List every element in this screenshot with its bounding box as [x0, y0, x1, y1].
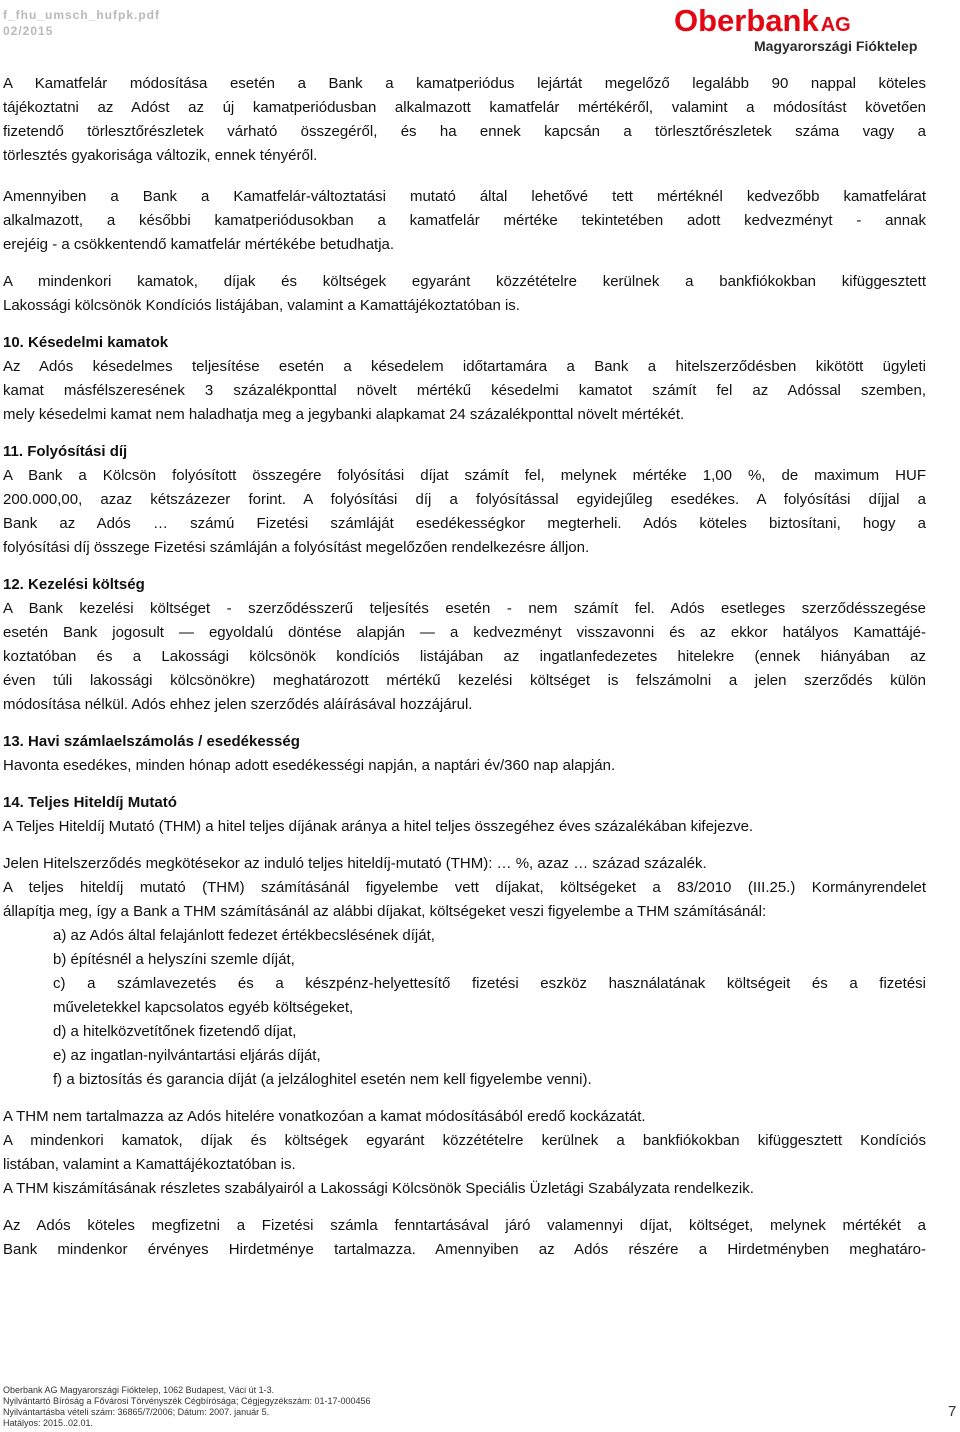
list-item: c) a számlavezetés és a készpénz-helyettesítő fizetési eszköz használatának költségeit és a fizetési — [53, 975, 926, 992]
list-item: e) az ingatlan-nyilvántartási eljárás díját, — [53, 1047, 321, 1064]
section-title: 12. Kezelési költség — [3, 576, 145, 593]
document-body — [3, 72, 926, 1262]
section-title: 10. Késedelmi kamatok — [3, 334, 169, 351]
thm-value-line: Jelen Hitelszerződés megkötésekor az induló teljes hiteldíj-mutató (THM): … %, azaz … század százalék. — [3, 855, 707, 872]
section-title: 13. Havi számlaelszámolás / esedékesség — [3, 733, 300, 750]
section-10: 10. Késedelmi kamatok Az Adós késedelmes teljesítése esetén a késedelem időtartamára a Bank a hitelszerződésben kikötött ügyleti kamat másfélszeresének 3 százalékponttal növelt mértékű késedelmi kamatot számít fel az Adóssal szemben, mely késedelmi kamat nem haladhatja meg a jegybanki alapkamat 24 százalékponttal növelt mértékét. — [3, 331, 926, 427]
page-footer: Oberbank AG Magyarországi Fióktelep, 1062 Budapest, Váci út 1-3. Nyilvántartó Bíróság a Fővárosi Törvényszék Cégbírósága; Cégjegyzékszám: 01-17-000456 Nyilvántartásba vételi szám: 36865/7/2006; Dátum: 2007. január 5. Hatályos: 2015..02.01. — [3, 1385, 371, 1428]
section-title: 14. Teljes Hiteldíj Mutató — [3, 794, 177, 811]
kedvezmeny-paragraph: Amennyiben a Bank a Kamatfelár-változtatási mutató által lehetővé tett mértéknél kedvezőbb kamatfelárat alkalmazott, a későbbi kamatperiódusokban a kamatfelár mértéke tekintetében adott kedvezményt - annak erejéig - a csökkentendő kamatfelár mértékébe betudhatja. — [3, 188, 926, 253]
document-header-meta — [3, 8, 160, 38]
list-item: f) a biztosítás és garancia díját (a jelzáloghitel esetén nem kell figyelembe venni). — [53, 1071, 592, 1088]
thm-cost-list — [3, 924, 926, 1092]
section-13: 13. Havi számlaelszámolás / esedékesség Havonta esedékes, minden hónap adott esedékességi napján, a naptári év/360 nap alapján. — [3, 730, 926, 778]
logo-wordmark: Oberbank AG — [674, 3, 851, 38]
section-11: 11. Folyósítási díj A Bank a Kölcsön folyósított összegére folyósítási díjat számít fel, melynek mértéke 1,00 %, de maximum HUF 200.000,00, azaz kétszázezer forint. A folyósítási díj a folyósítással egyidejűleg esedékes. A folyósítási díjjal a Bank az Adós … számú Fizetési számláját esedékességkor megterheli. Adós köteles biztosítani, hogy a folyósítási díj összege Fizetési számláján a folyósítást megelőzően rendelkezésre álljon. — [3, 440, 926, 560]
document-date: 02/2015 — [3, 24, 54, 38]
kozzetetel-paragraph: A mindenkori kamatok, díjak és költségek egyaránt közzétételre kerülnek a bankfiókokban kifüggesztett Lakossági kölcsönök Kondíciós listájában, valamint a Kamattájékoztatóban is. — [3, 273, 926, 314]
page-number: 7 — [948, 1403, 957, 1420]
list-item: a) az Adós által felajánlott fedezet értékbecslésének díját, — [53, 927, 435, 944]
oberbank-logo — [674, 2, 944, 58]
section-title: 11. Folyósítási díj — [3, 443, 128, 460]
list-item: d) a hitelközvetítőnek fizetendő díjat, — [53, 1023, 297, 1040]
section-14: 14. Teljes Hiteldíj Mutató A Teljes Hiteldíj Mutató (THM) a hitel teljes díjának aránya a hitel teljes összegéhez éves százalékában kifejezve. Jelen Hitelszerződés megkötésekor az induló teljes hiteldíj-mutató (THM): … %, azaz … század százalék. A teljes hiteldíj mutató (THM) számításánál figyelembe vett díjakat, költségeket a 83/2010 (III.25.) Kormányrendelet állapítja meg, így a Bank a THM számításánál az alábbi díjakat, költségeket veszi figyelembe a THM számításánál: a) az Adós által felajánlott fedezet értékbecslésének díját, b) építésnél a helyszíni szemle díját, c) a számlavezetés és a készpénz-helyettesítő fizetési eszköz használatának költségeit és a fizetési műveletekkel kapcsolatos egyéb költségeket, d) a hitelközvetítőnek fizetendő díjat, e) az ingatlan-nyilvántartási eljárás díját, f) a biztosítás és garancia díját (a jelzáloghitel esetén nem kell figyelembe venni). A THM nem tartalmazza az Adós hitelére vonatkozóan a kamat módosításából eredő kockázatát. A mindenkori kamatok, díjak és költségek egyaránt közzétételre kerülnek a bankfiókokban kifüggesztett Kondíciós listában, valamint a Kamattájékoztatóban is. A THM kiszámításának részletes szabályairól a Lakossági Kölcsönök Speciális Üzletági Szabályzata rendelkezik. — [3, 791, 926, 1201]
closing-paragraph: Az Adós köteles megfizetni a Fizetési számla fenntartásával járó valamennyi díjat, költséget, melynek mértékét a Bank mindenkor érvényes Hirdetménye tartalmazza. Amennyiben az Adós részére a Hirdetményben meghatáro- — [3, 1217, 926, 1258]
intro-paragraph: A Kamatfelár módosítása esetén a Bank a kamatperiódus lejártát megelőző legalább 90 nappal köteles tájékoztatni az Adóst az új kamatperiódusban alkalmazott kamatfelár mértékéről, valamint a módosítást követően fizetendő törlesztőrészletek várható összegéről, és ha ennek kapcsán a törlesztőrészletek száma vagy a törlesztés gyakorisága változik, ennek tényéről. — [3, 75, 926, 164]
list-item: műveletekkel kapcsolatos egyéb költségeket, — [53, 999, 354, 1016]
list-item: b) építésnél a helyszíni szemle díját, — [53, 951, 295, 968]
logo-subtitle: Magyarországi Fióktelep — [754, 38, 918, 54]
file-name: f_fhu_umsch_hufpk.pdf — [3, 8, 161, 22]
section-12: 12. Kezelési költség A Bank kezelési költséget - szerződésszerű teljesítés esetén - nem számít fel. Adós esetleges szerződésszegése esetén Bank jogosult — egyoldalú döntése alapján — a kedvezményt visszavonni és az ekkor hatályos Kamattájé- koztatóban és a Lakossági kölcsönök kondíciós listájában az ingatlanfedezetes hitelekre (ennek hiányában az éven túli lakossági kölcsönökre) meghatározott mértékű kezelési költséget is felszámolni a jelen szerződés külön módosítása nélkül. Adós ehhez jelen szerződés aláírásával hozzájárul. — [3, 573, 926, 717]
